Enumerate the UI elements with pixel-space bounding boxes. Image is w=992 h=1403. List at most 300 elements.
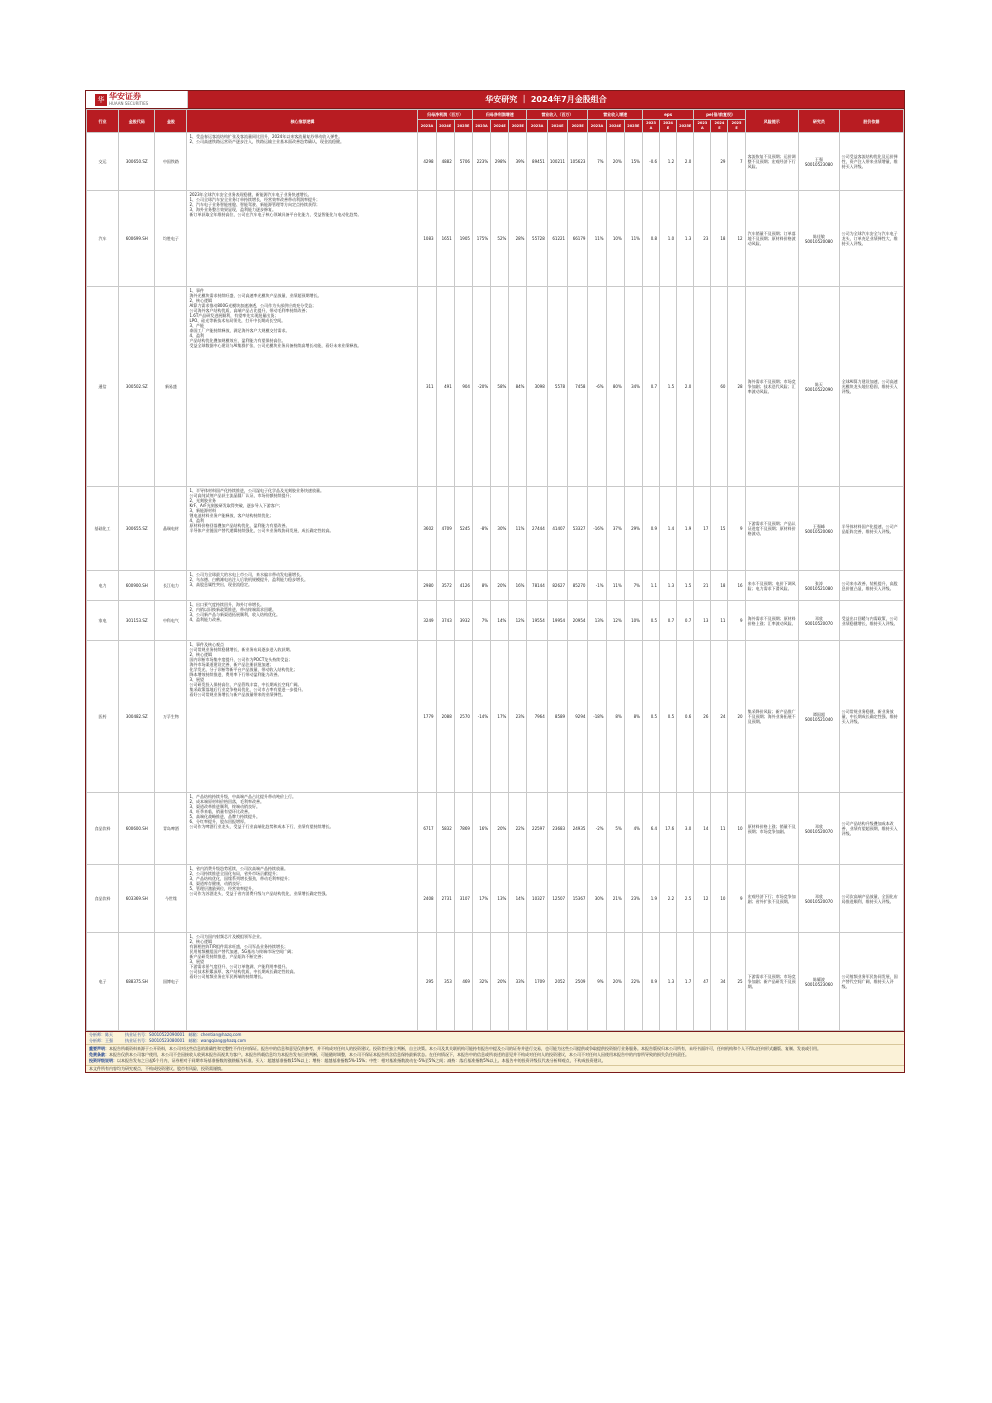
year-header: 2023A [588, 120, 606, 133]
risk-cell: 下游需求不及预期；产品认证进度不及预期；原材料价格波动。 [745, 487, 798, 571]
np-cell: 904 [454, 287, 472, 487]
logic-line: 3、展望 [189, 959, 205, 964]
rev-cell: 15367 [568, 865, 588, 933]
logic-line: 4、盈利 [189, 333, 205, 338]
npg-cell: 14% [509, 865, 527, 933]
revg-cell: -2% [588, 793, 606, 865]
pe-cell [694, 287, 711, 487]
industry-cell: 食品饮料 [87, 793, 119, 865]
eps-cell: 0.5 [642, 601, 659, 641]
eps-cell: 1.1 [642, 571, 659, 601]
rev-cell: 100211 [547, 133, 567, 191]
risk-cell: 客流恢复不及预期；运价调整不及预期；宏观经济下行风险。 [745, 133, 798, 191]
rev-cell: 22597 [527, 793, 547, 865]
logic-line: 1、事件及核心观点 [189, 642, 225, 647]
logic-line: 公司作为苏酒龙头，受益于省内消费升级与产品结构优化，业绩增长确定性强。 [189, 891, 330, 896]
rev-cell: 1709 [527, 933, 547, 1031]
basis-cell: 公司次高端产品放量，全国化布局推进顺利，维持买入评级。 [839, 865, 903, 933]
rev-cell: 12507 [547, 865, 567, 933]
year-header: 2023A [527, 120, 547, 133]
logic-line: 新订单获取全年维持高位，公司在汽车电子核心领域具备平台化能力，受益智能化与电动化趋势。 [189, 212, 362, 217]
pe-cell: 12 [728, 191, 745, 287]
logic-cell [187, 865, 418, 933]
np-cell: 3107 [454, 865, 472, 933]
disclaimer-block: 重要声明：本报告所载资料来源于公开资料，本公司对这些信息的准确性和完整性不作任何保证。报告中的信息和意见仅供参考，并不构成对任何人的投资建议。投资者应独立判断，自主决策。本公司及其关联机构可能持有报告中提及公司的证券并进行交易，也可能为这些公司提供或争取提供投资银行业务服务。本报告版权归本公司所有，未经书面许可，任何机构和个人不得以任何形式翻版、复制、发表或引用。 [89, 1046, 821, 1051]
np-cell: 2731 [436, 865, 454, 933]
eps-cell: 0.5 [660, 641, 677, 793]
year-header: 2024E [547, 120, 567, 133]
np-cell: 4126 [454, 571, 472, 601]
analyst-cell: 邓欣 S0010520070 [799, 865, 840, 933]
npg-cell: 20% [491, 793, 509, 865]
np-cell: 1779 [418, 641, 436, 793]
logic-cell [187, 133, 418, 191]
logic-line: 3、产能 [189, 323, 205, 328]
revg-cell: 37% [606, 487, 624, 571]
rev-cell: 2509 [568, 933, 588, 1031]
table-body [87, 133, 904, 1031]
name-cell: 今世缘 [155, 865, 187, 933]
logic-line: 2、汽车电子业务智能座舱、智能驾驶、新能源管理等方向定点持续获得； [189, 202, 321, 207]
logic-line: 3、展望 [189, 677, 205, 682]
logic-line: 1、受益春运客流结构扩张及客流量同比回升，2024年以来客流量复苏带动收入弹性。 [189, 134, 343, 139]
brand-name: 华安证券 [109, 90, 141, 101]
logic-line: 3、新能源材料 [189, 508, 217, 513]
eps-cell: 0.7 [677, 601, 694, 641]
header-pe: pe(倍/前复权) [694, 110, 745, 120]
table-row [87, 641, 904, 793]
footer [86, 1031, 904, 1072]
risk-cell: 汽车销量不及预期；订单落地不及预期；原材料价格波动风险。 [745, 191, 798, 287]
np-cell: 3932 [454, 601, 472, 641]
np-cell: 295 [418, 933, 436, 1031]
pe-cell: 28 [728, 287, 745, 487]
year-header: 2025E [677, 120, 694, 133]
year-header: 2024E [606, 120, 624, 133]
logic-line: 海外光模块需求持续旺盛，公司高速率光模块产品放量，业绩超预期增长。 [189, 293, 322, 298]
npg-cell: 33% [509, 933, 527, 1031]
logic-line: 2、内销以旧换新政策推进，带动终端需求回暖。 [189, 607, 277, 612]
logic-line: 1、事件 [189, 288, 205, 293]
revg-cell: 80% [606, 287, 624, 487]
revg-cell: 30% [588, 865, 606, 933]
logic-line: 受益全球数据中心建设与AI集群扩张，公司光模块业务具备持续高增长动能，看好未来业绩释放。 [189, 343, 362, 348]
pe-cell: 13 [694, 601, 711, 641]
logic-line: 公司海外客户结构优质，高端产品占比提升，带动毛利率持续改善； [189, 308, 310, 313]
np-cell: 4709 [436, 487, 454, 571]
logic-line: 3、高股息属性突出，现金流稳定。 [189, 582, 253, 587]
rev-cell: 7458 [568, 287, 588, 487]
eps-cell: -0.6 [642, 133, 659, 191]
pe-cell: 15 [711, 487, 728, 571]
rev-cell: 3098 [527, 287, 547, 487]
header-rev-growth: 营业收入增速 [588, 110, 643, 120]
name-cell: 新易盛 [155, 287, 187, 487]
header-basis: 股价依据 [839, 110, 903, 133]
rev-cell: 10327 [527, 865, 547, 933]
rev-cell: 85270 [568, 571, 588, 601]
eps-cell: 6.4 [642, 793, 659, 865]
pe-cell: 7 [728, 133, 745, 191]
np-cell: 5245 [454, 487, 472, 571]
npg-cell: -20% [472, 287, 490, 487]
revg-cell: 4% [624, 793, 642, 865]
np-cell: 5706 [454, 133, 472, 191]
logic-line: 2、核心逻辑 [189, 652, 213, 657]
logic-line: 公司常规业务持续稳健增长，新业务布局逐步进入收获期。 [189, 647, 294, 652]
logic-cell [187, 287, 418, 487]
logic-line: 3、渠道改革推进顺利，终端动销良好。 [189, 804, 261, 809]
logic-line: 海外市场渠道建设完善，新产品注册获批加速； [189, 662, 274, 667]
analyst-cell: 陈佳敏 S0010520080 [799, 191, 840, 287]
rev-cell: 55728 [527, 191, 547, 287]
logic-line: 1、公司为国内射频芯片及模组领军企业。 [189, 934, 265, 939]
logic-line: 看好公司射频业务在军民两端的持续增长。 [189, 974, 266, 979]
header-eps: eps [642, 110, 693, 120]
pe-cell: 25 [728, 933, 745, 1031]
pe-cell: 21 [694, 571, 711, 601]
pe-cell: 12 [694, 865, 711, 933]
table-row [87, 133, 904, 191]
rev-cell: 41407 [547, 487, 567, 571]
np-cell: 3743 [436, 601, 454, 641]
logic-cell [187, 793, 418, 865]
npg-cell: 32% [472, 933, 490, 1031]
name-cell: 中国铁路 [155, 133, 187, 191]
header-analyst: 研究员 [799, 110, 840, 133]
rev-cell: 82627 [547, 571, 567, 601]
revg-cell: 20% [606, 133, 624, 191]
revg-cell: 21% [606, 865, 624, 933]
eps-cell: 0.7 [642, 287, 659, 487]
rev-cell: 78144 [527, 571, 547, 601]
logic-line: 产品结构优化叠加规模效应，盈利能力有望保持高位。 [189, 338, 286, 343]
np-cell: 5832 [436, 793, 454, 865]
name-cell: 均胜电子 [155, 191, 187, 287]
industry-cell: 家电 [87, 601, 119, 641]
np-cell: 3602 [418, 487, 436, 571]
np-cell: 4298 [418, 133, 436, 191]
analyst-cell: 王强 S0010523080 [799, 133, 840, 191]
eps-cell: 2.0 [677, 287, 694, 487]
industry-cell: 基础化工 [87, 487, 119, 571]
logic-line: KrF、ArF光刻胶研发取得突破，逐步导入下游客户； [189, 503, 283, 508]
risk-cell: 下游需求不及预期；市场竞争加剧；新产品研发不及预期。 [745, 933, 798, 1031]
logic-line: 公司作为啤酒行业龙头，受益于行业高端化趋势和成本下行，业绩有望持续增长。 [189, 824, 334, 829]
revg-cell: -6% [588, 287, 606, 487]
np-cell: 2570 [454, 641, 472, 793]
pe-cell: 18 [711, 191, 728, 287]
analyst-cell: 张涛 S0010521080 [799, 571, 840, 601]
rev-cell: 2052 [547, 933, 567, 1031]
year-header: 2024E [491, 120, 509, 133]
revg-cell: -1% [588, 571, 606, 601]
npg-cell: 8% [472, 571, 490, 601]
disclaimer-block: 投资评级说明：以本报告发布之日起6个月内，证券相对于同期市场基准指数的涨跌幅为标准。买入：超越基准指数15%以上；增持：超越基准指数5%-15%；中性：相对基准指数波动在-5%至5%之间；减持：落后基准指数5%以上。本报告中的投资评级仅代表分析师观点，不构成投资建议。 [89, 1058, 606, 1063]
npg-cell: 23% [509, 641, 527, 793]
logic-line: 新产品研发持续推进，产品矩阵不断完善； [189, 954, 266, 959]
pe-cell: 29 [711, 133, 728, 191]
disclaimer [86, 1045, 904, 1065]
pe-cell: 20 [728, 641, 745, 793]
logic-line: 2、乌东德、白鹤滩电站注入后装机规模提升，盈利能力稳步增长。 [189, 577, 309, 582]
revg-cell: 11% [624, 191, 642, 287]
logic-line: 2、公司高速铁路运营资产逐步注入，铁路运输主业基本面改善趋势确认，现金流稳健。 [189, 139, 345, 144]
revg-cell: -16% [588, 487, 606, 571]
revg-cell: 11% [606, 571, 624, 601]
table-row [87, 933, 904, 1031]
npg-cell: 30% [491, 487, 509, 571]
table-row [87, 865, 904, 933]
logic-line: 4、渠道库存健康，动销良好； [189, 881, 245, 886]
logic-line: 公司技术积累深厚，客户结构优质，中长期成长确定性较高。 [189, 969, 298, 974]
npg-cell: 20% [491, 571, 509, 601]
analyst-line: 分析师：陈天 执业证书号：S0010522090001 邮箱：chentian@hazq.com [89, 1032, 242, 1037]
logic-line: 泰国工厂产能持续释放，满足海外客户大规模交付需求。 [189, 328, 290, 333]
np-cell: 1651 [436, 191, 454, 287]
header-risk: 风险提示 [745, 110, 798, 133]
header-revenue: 营业收入（百万） [527, 110, 588, 120]
report-title: 华安研究 ｜ 2024年7月金股组合 [188, 91, 904, 108]
revg-cell: 34% [624, 287, 642, 487]
risk-cell: 海外需求不及预期；市场竞争加剧；技术迭代风险；汇率波动风险。 [745, 287, 798, 487]
npg-cell: 298% [491, 133, 509, 191]
logic-line: 4、旺季来临，销量有望环比改善。 [189, 809, 253, 814]
brand-logo [86, 91, 188, 108]
revg-cell: 23% [624, 865, 642, 933]
eps-cell: 1.3 [660, 571, 677, 601]
np-cell: 353 [436, 933, 454, 1031]
pe-cell: 26 [694, 641, 711, 793]
logic-line: 公司高纯试剂产品获主流晶圆厂认证，市场份额持续提升； [189, 493, 294, 498]
np-cell: 1083 [418, 191, 436, 287]
logic-line: 1.6T产品研发进展顺利，有望率先实现批量出货； [189, 313, 279, 318]
rev-cell: 66179 [568, 191, 588, 287]
risk-cell: 海外需求不及预期；原材料价格上涨；汇率波动风险。 [745, 601, 798, 641]
logic-line: AI算力需求推动800G光模块加速渗透，公司作为头部供应商充分受益； [189, 303, 317, 308]
npg-cell: 84% [509, 287, 527, 487]
eps-cell: 0.9 [642, 933, 659, 1031]
year-header: 2025E [624, 120, 642, 133]
title-bar [86, 91, 904, 109]
rev-cell: 19954 [547, 601, 567, 641]
logic-line: 民用射频模组国产替代加速，5G基站与终端市场空间广阔； [189, 949, 296, 954]
eps-cell: 2.0 [677, 133, 694, 191]
table-row [87, 793, 904, 865]
logic-line: 4、盈利能力改善。 [189, 617, 225, 622]
industry-cell: 交运 [87, 133, 119, 191]
industry-cell: 通信 [87, 287, 119, 487]
revg-cell: 7% [624, 571, 642, 601]
year-header: 2025E [509, 120, 527, 133]
revg-cell: 29% [624, 487, 642, 571]
report-sheet [85, 90, 905, 1073]
brand-name-en: HUAAN SECURITIES [109, 100, 149, 106]
revg-cell: 8% [606, 641, 624, 793]
year-header: 2023A [472, 120, 490, 133]
rev-cell: 61221 [547, 191, 567, 287]
pe-cell: 10 [728, 793, 745, 865]
npg-cell: 14% [491, 601, 509, 641]
logic-line: 锂电池材料业务产能释放，客户结构持续优化； [189, 513, 274, 518]
pe-cell: 10 [711, 865, 728, 933]
logic-line: 下游需求景气度回升，公司订单饱满，产能利用率提升。 [189, 964, 290, 969]
rev-cell: 105623 [568, 133, 588, 191]
code-cell: 688375.SH [119, 933, 155, 1031]
npg-cell: 13% [491, 865, 509, 933]
eps-cell: 1.9 [677, 487, 694, 571]
eps-cell: 0.6 [677, 641, 694, 793]
risk-cell: 来水不及预期；电价下调风险；电力需求下滑风险。 [745, 571, 798, 601]
risk-cell: 集采降价风险；新产品推广不及预期；海外业务拓展不及预期。 [745, 641, 798, 793]
np-cell: 311 [418, 287, 436, 487]
logic-line: 2、公司持续推进全国化布局，省外市场贡献提升； [189, 871, 281, 876]
revg-cell: 15% [624, 133, 642, 191]
name-cell: 长江电力 [155, 571, 187, 601]
eps-cell: 0.9 [642, 487, 659, 571]
pe-cell [694, 133, 711, 191]
header-name: 金股 [155, 110, 187, 133]
code-cell: 300502.SZ [119, 287, 155, 487]
name-cell: 国博电子 [155, 933, 187, 1031]
np-cell: 3572 [436, 571, 454, 601]
analyst-cell: 陈天 S0010522090 [799, 287, 840, 487]
industry-cell: 电力 [87, 571, 119, 601]
year-header: 2023A [642, 120, 659, 133]
code-cell: 301153.SZ [119, 601, 155, 641]
logic-line: 原材料价格回落叠加产品结构优化，盈利能力有望改善。 [189, 523, 290, 528]
analyst-line: 分析师：王强 执业证书号：S0010523080001 邮箱：wangqiang@hazq.com [89, 1038, 247, 1043]
name-cell: 晶瑞电材 [155, 487, 187, 571]
year-header: 2023A [418, 120, 436, 133]
npg-cell: 7% [472, 601, 490, 641]
code-cell: 600900.SH [119, 571, 155, 601]
analyst-cell: 谭国超 S0010521040 [799, 641, 840, 793]
revg-cell: 22% [624, 933, 642, 1031]
pe-cell: 9 [728, 601, 745, 641]
logic-line: LPO、硅光等新技术布局领先，打开中长期成长空间。 [189, 318, 286, 323]
logic-line: 化学发光、分子诊断等新平台产品放量，带动收入结构优化； [189, 667, 298, 672]
npg-cell: 12% [509, 601, 527, 641]
pe-cell: 11 [711, 601, 728, 641]
revg-cell: 10% [606, 191, 624, 287]
footer-note: 本文件所有内容均为研究观点，不构成投资建议。股市有风险，投资需谨慎。 [89, 1066, 225, 1071]
npg-cell: 16% [509, 571, 527, 601]
logic-line: 1、半导体材料国产化持续推进，公司湿电子化学品及光刻胶业务快速放量。 [189, 488, 325, 493]
eps-cell: 17.6 [660, 793, 677, 865]
pe-cell: 11 [711, 793, 728, 865]
industry-cell: 医药 [87, 641, 119, 793]
header-row [87, 110, 904, 120]
revg-cell: 12% [606, 601, 624, 641]
rev-cell: 24935 [568, 793, 588, 865]
revg-cell: 10% [624, 601, 642, 641]
np-cell: 6717 [418, 793, 436, 865]
header-industry: 行业 [87, 110, 119, 133]
logic-line: 看好公司常规业务增长与新产品放量带来的业绩弹性。 [189, 692, 286, 697]
npg-cell: 223% [472, 133, 490, 191]
year-header: 2025E [454, 120, 472, 133]
year-header: 2023A [694, 120, 711, 133]
logic-cell [187, 601, 418, 641]
eps-cell: 0.7 [660, 601, 677, 641]
rev-cell: 23683 [547, 793, 567, 865]
disclaimer-block: 免责条款：本报告仅供本公司客户使用，本公司不会因接收人收到本报告而视其为客户。本报告所载信息均为本报告发布日的判断，可能随时调整，本公司不保证本报告所含信息保持最新状态。在任何情况下，本报告中的信息或所表述的意见并不构成对任何人的投资建议，本公司不对任何人因使用本报告中的内容所导致的损失负任何责任。 [89, 1052, 689, 1057]
basis-cell: 公司受益客流结构优化及运价弹性，资产注入带来业绩增量，维持买入评级。 [839, 133, 903, 191]
logic-line: 半导体产业链国产替代逻辑持续强化，公司多业务线协同发展，成长确定性较高。 [189, 528, 334, 533]
table-row [87, 287, 904, 487]
basis-cell: 公司来水改善、装机提升，高股息价值凸显，维持买入评级。 [839, 571, 903, 601]
year-header: 2024E [436, 120, 454, 133]
np-cell: 2408 [418, 865, 436, 933]
logic-line: 1、产品结构持续升级，中高端产品占比提升带动吨价上行。 [189, 794, 297, 799]
industry-cell: 食品饮料 [87, 865, 119, 933]
code-cell: 300655.SZ [119, 487, 155, 571]
logic-line: 5、管理层激励到位，经营效率提升。 [189, 886, 257, 891]
pe-cell: 18 [711, 571, 728, 601]
analyst-cell: 邓欣 S0010520070 [799, 601, 840, 641]
logic-line: 有源相控阵T/R组件需求旺盛，公司军品业务持续增长； [189, 944, 289, 949]
rev-cell: 53327 [568, 487, 588, 571]
basis-cell: 公司常规业务稳健、新业务放量，中长期成长确定性强，维持买入评级。 [839, 641, 903, 793]
basis-cell: 公司为全球汽车安全与汽车电子龙头，订单充足业绩弹性大，维持买入评级。 [839, 191, 903, 287]
code-cell: 300650.SZ [119, 133, 155, 191]
eps-cell: 1.9 [642, 865, 659, 933]
table-row [87, 571, 904, 601]
logic-line: 4、盈利 [189, 518, 205, 523]
revg-cell: 8% [624, 641, 642, 793]
pe-cell: 23 [694, 191, 711, 287]
code-cell: 603369.SH [119, 865, 155, 933]
eps-cell: 1.5 [660, 287, 677, 487]
rev-cell: 27444 [527, 487, 547, 571]
logic-line: 5、高端化战略推进，品牌力持续提升。 [189, 814, 261, 819]
logic-cell [187, 933, 418, 1031]
logic-line: 6、分红率提升，股东回报增厚。 [189, 819, 249, 824]
np-cell: 1905 [454, 191, 472, 287]
eps-cell: 1.4 [660, 487, 677, 571]
header-net-profit: 归母净利润（百万） [418, 110, 473, 120]
pe-cell: 16 [728, 571, 745, 601]
analyst-cell: 王强峰 S0010520060 [799, 487, 840, 571]
np-cell: 2980 [418, 571, 436, 601]
rev-cell: 5578 [547, 287, 567, 487]
logic-line: 公司研发投入保持高位，产品管线丰富，中长期成长空间广阔。 [189, 682, 302, 687]
code-cell: 600600.SH [119, 793, 155, 865]
logic-line: 2、核心逻辑 [189, 939, 213, 944]
npg-cell: 28% [509, 191, 527, 287]
logic-line: 1、公司为全球最大的水电上市公司，来水偏丰带动发电量增长。 [189, 572, 305, 577]
npg-cell: -8% [472, 487, 490, 571]
eps-cell: 1.3 [677, 191, 694, 287]
npg-cell: 17% [472, 865, 490, 933]
rev-cell: 19554 [527, 601, 547, 641]
name-cell: 万孚生物 [155, 641, 187, 793]
pe-cell: 9 [728, 865, 745, 933]
np-cell: 3249 [418, 601, 436, 641]
npg-cell: 52% [491, 191, 509, 287]
logic-line: 3、公司新产品与新渠道拓展顺利，收入结构优化。 [189, 612, 281, 617]
eps-cell: 0.5 [642, 641, 659, 793]
npg-cell: 175% [472, 191, 490, 287]
eps-cell: 1.0 [660, 191, 677, 287]
pe-cell: 60 [711, 287, 728, 487]
table-row [87, 601, 904, 641]
logic-cell [187, 487, 418, 571]
rev-cell: 7964 [527, 641, 547, 793]
revg-cell: 9% [588, 933, 606, 1031]
np-cell: 7869 [454, 793, 472, 865]
